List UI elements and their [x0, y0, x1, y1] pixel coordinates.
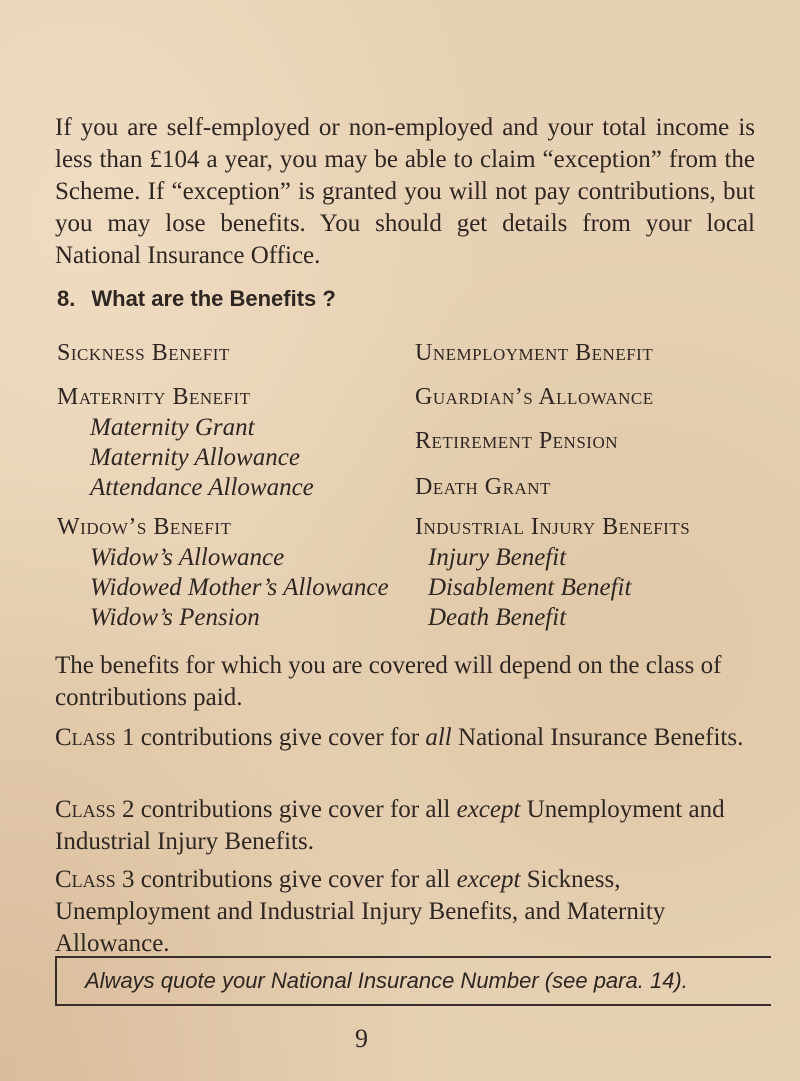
class1-emphasis: all [425, 724, 452, 751]
benefit-disablement: Disablement Benefit [428, 574, 632, 601]
class2-text-a: contributions give cover for all [140, 796, 451, 823]
benefit-guardians: Guardian’s Allowance [415, 384, 654, 410]
section-heading [57, 286, 336, 312]
class3-label: Class 3 [55, 866, 135, 893]
benefit-widows-allowance: Widow’s Allowance [90, 544, 285, 571]
class1-paragraph [55, 722, 755, 754]
class3-text-a: contributions give cover for all [140, 866, 451, 893]
notice-text: Always quote your National Insurance Number (see para. 14). [85, 968, 688, 993]
page-number: 9 [355, 1024, 368, 1053]
class2-emphasis: except [456, 796, 521, 823]
benefit-industrial-injury: Industrial Injury Benefits [415, 514, 691, 540]
benefit-widows-pension: Widow’s Pension [90, 604, 260, 631]
benefit-widows: Widow’s Benefit [57, 514, 232, 540]
class1-text-b: National Insurance Benefits. [458, 724, 744, 751]
intro-paragraph: If you are self-employed or non-employed and your total income is less than £104 a year, you may be able to claim “exception” from the Scheme. If “exception” is granted you will not pay contributions, but you may lose benefits. You should get details from your local National Insurance Office. [55, 114, 755, 269]
section-title: What are the Benefits ? [91, 286, 336, 311]
class3-paragraph [55, 864, 765, 960]
benefit-unemployment: Unemployment Benefit [415, 340, 654, 366]
benefit-maternity: Maternity Benefit [57, 384, 251, 410]
benefit-retirement: Retirement Pension [415, 428, 618, 454]
section-number: 8. [57, 286, 76, 311]
class-depend-paragraph: The benefits for which you are covered will depend on the class of contributions paid. [55, 652, 722, 711]
benefit-death-grant: Death Grant [415, 474, 551, 500]
benefit-death: Death Benefit [428, 604, 567, 631]
benefit-injury: Injury Benefit [428, 544, 567, 571]
benefit-maternity-allowance: Maternity Allowance [90, 444, 300, 471]
class3-emphasis: except [456, 866, 521, 893]
class3-text-b: Sickness, Unemployment and Industrial Injury Benefits, and Maternity Allowance. [55, 866, 666, 957]
benefit-maternity-grant: Maternity Grant [90, 414, 255, 441]
benefit-sickness: Sickness Benefit [57, 340, 230, 366]
class2-paragraph [55, 794, 755, 858]
class1-text-a: contributions give cover for [140, 724, 420, 751]
class2-label: Class 2 [55, 796, 135, 823]
benefit-widowed-mothers-allowance: Widowed Mother’s Allowance [90, 574, 389, 601]
class1-label: Class 1 [55, 724, 135, 751]
notice-box [55, 956, 771, 1006]
class2-text-b: Unemployment and Industrial Injury Benefits. [55, 796, 725, 855]
benefit-attendance-allowance: Attendance Allowance [90, 474, 314, 501]
